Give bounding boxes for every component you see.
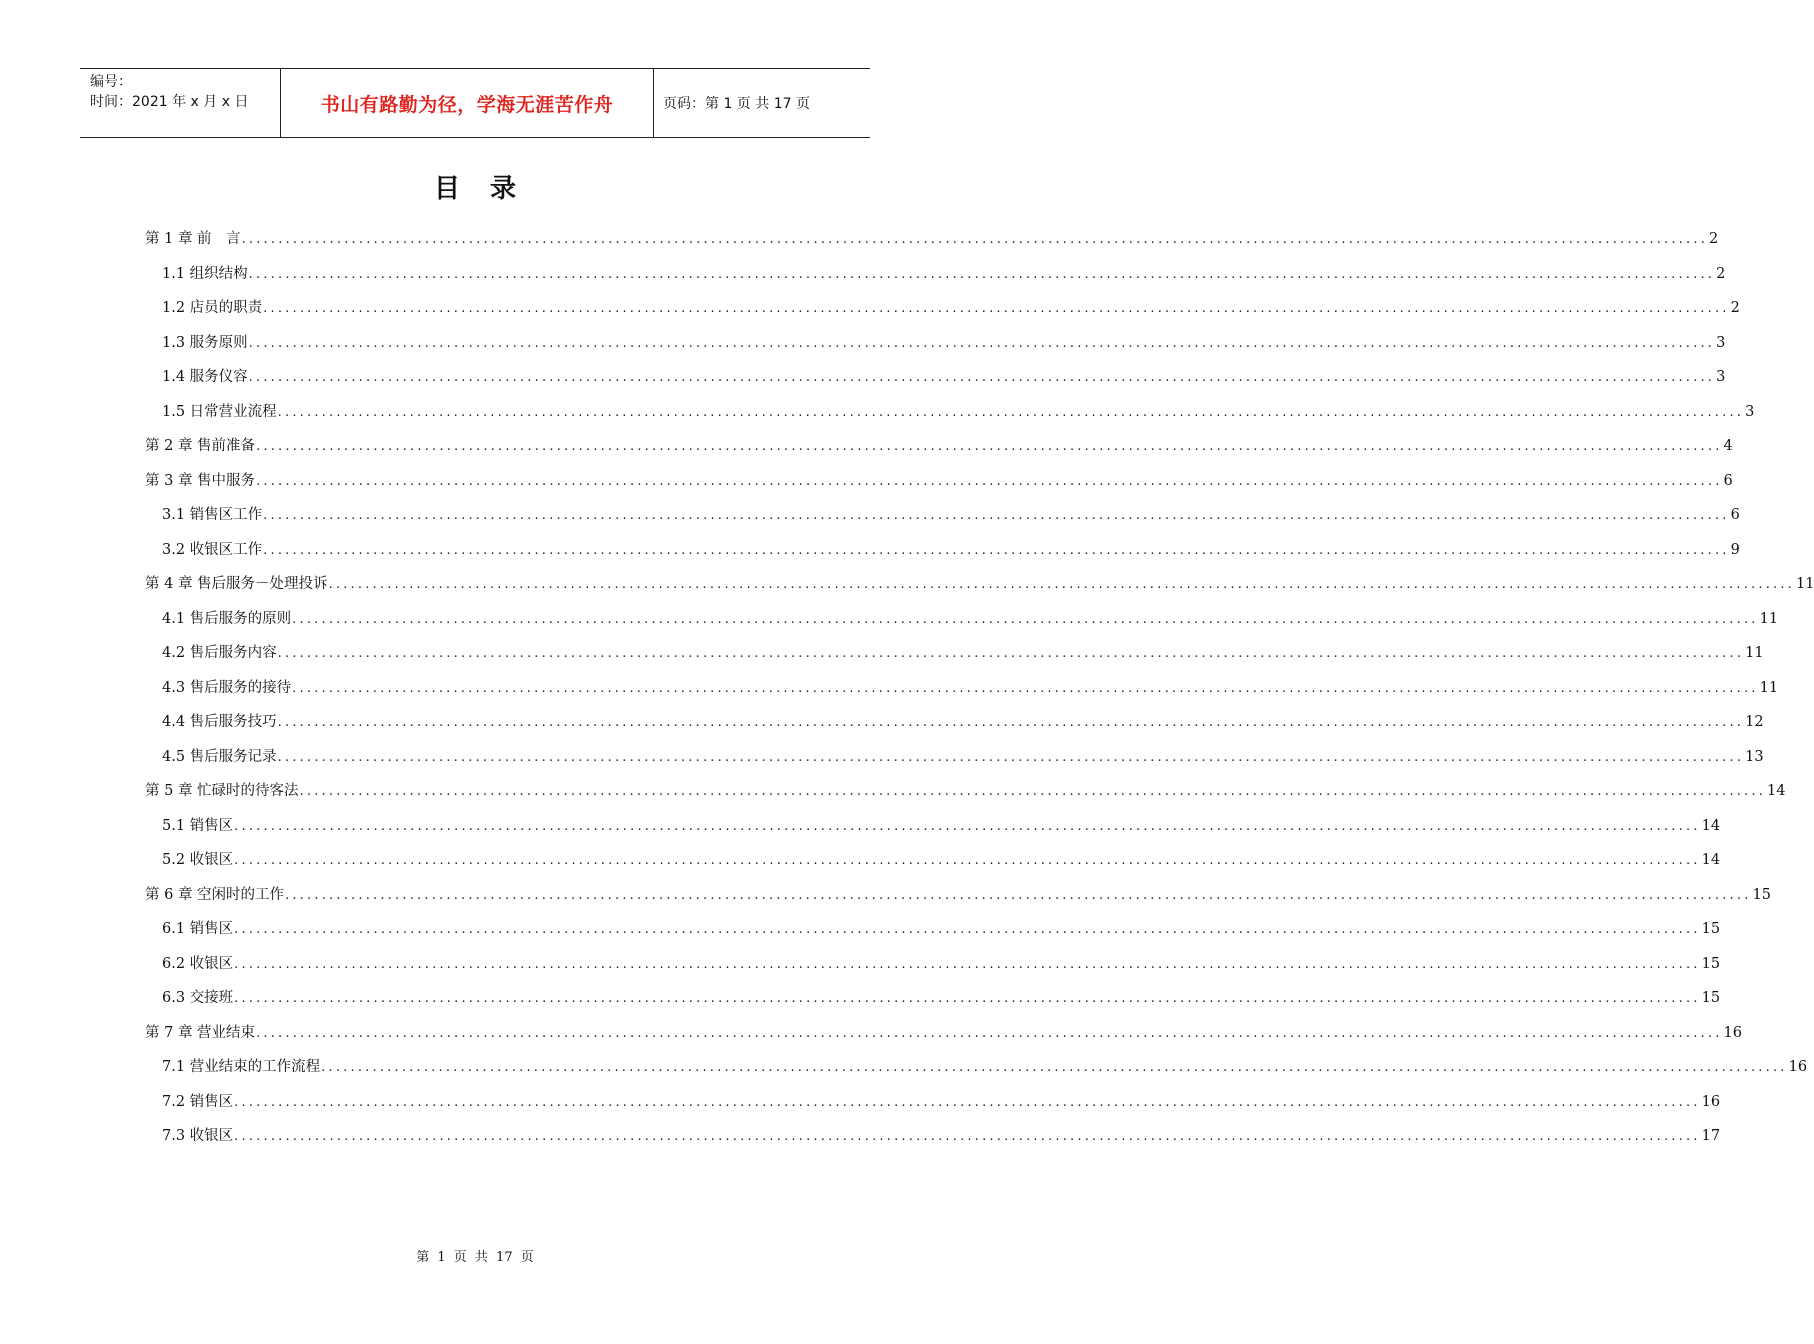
- toc-entry-page-number: 2: [1730, 300, 1740, 316]
- toc-entry-label: 1.2 店员的职责: [162, 300, 263, 316]
- toc-entry[interactable]: [145, 434, 1733, 458]
- toc-dot-leader: ........................................................................................................................................................................................................: [234, 853, 1701, 868]
- toc-entry[interactable]: [162, 676, 1779, 700]
- toc-entry-label: 第 1 章 前 言: [145, 231, 241, 247]
- toc-entry[interactable]: [145, 883, 1771, 907]
- toc-entry-page-number: 3: [1745, 403, 1755, 420]
- toc-entry-label: 3.1 销售区工作: [162, 507, 263, 523]
- toc-entry[interactable]: [162, 641, 1764, 665]
- toc-entry-label: 第 3 章 售中服务: [145, 472, 256, 489]
- toc-entry[interactable]: [162, 848, 1721, 872]
- toc-dot-leader: ........................................................................................................................................................................................................: [277, 749, 1745, 765]
- toc-entry-page-number: 3: [1716, 369, 1726, 385]
- toc-title: 目录: [433, 174, 546, 204]
- toc-entry-page-number: 15: [1701, 921, 1721, 937]
- toc-entry[interactable]: [162, 1055, 1808, 1079]
- toc-entry-label: 3.2 收银区工作: [162, 541, 263, 558]
- toc-dot-leader: ........................................................................................................................................................................................................: [248, 370, 1716, 385]
- toc-entry[interactable]: [145, 1021, 1742, 1045]
- toc-entry-page-number: 13: [1745, 748, 1764, 765]
- toc-dot-leader: ........................................................................................................................................................................................................: [234, 1129, 1701, 1144]
- toc-dot-leader: ........................................................................................................................................................................................................: [234, 991, 1701, 1006]
- page-header: [80, 68, 870, 138]
- toc-dot-leader: ........................................................................................................................................................................................................: [263, 542, 1730, 558]
- document-number-label: 编号：: [90, 74, 132, 90]
- toc-entry[interactable]: [162, 952, 1721, 976]
- toc-entry-page-number: 2: [1716, 265, 1726, 282]
- toc-entry[interactable]: [162, 917, 1721, 941]
- toc-entry[interactable]: [145, 572, 1814, 596]
- toc-entry[interactable]: [162, 814, 1721, 838]
- toc-entry[interactable]: [162, 503, 1740, 527]
- toc-entry-label: 4.3 售后服务的接待: [162, 679, 292, 696]
- toc-entry[interactable]: [145, 469, 1733, 493]
- toc-entry-label: 1.1 组织结构: [162, 265, 248, 282]
- toc-entry-page-number: 4: [1723, 438, 1733, 454]
- toc-entry[interactable]: [162, 331, 1726, 355]
- toc-dot-leader: ........................................................................................................................................................................................................: [263, 508, 1730, 523]
- header-meta: [80, 69, 281, 137]
- toc-entry-page-number: 14: [1701, 817, 1721, 834]
- toc-entry-page-number: 11: [1759, 610, 1779, 627]
- toc-dot-leader: ........................................................................................................................................................................................................: [256, 473, 1723, 489]
- toc-entry-page-number: 12: [1745, 714, 1764, 730]
- toc-dot-leader: ........................................................................................................................................................................................................: [299, 784, 1767, 799]
- toc-entry-label: 6.3 交接班: [162, 990, 234, 1006]
- toc-dot-leader: ........................................................................................................................................................................................................: [263, 301, 1730, 316]
- toc-entry-label: 7.1 营业结束的工作流程: [162, 1059, 321, 1075]
- toc-entry-page-number: 15: [1752, 886, 1771, 903]
- toc-dot-leader: ........................................................................................................................................................................................................: [277, 646, 1745, 661]
- toc-dot-leader: ........................................................................................................................................................................................................: [248, 266, 1716, 282]
- toc-dot-leader: ........................................................................................................................................................................................................: [277, 715, 1745, 730]
- header-page-info: 页码：第 1 页 共 17 页: [663, 96, 810, 112]
- toc-entry-page-number: 14: [1767, 783, 1786, 799]
- toc-dot-leader: ........................................................................................................................................................................................................: [241, 232, 1709, 247]
- toc-dot-leader: ........................................................................................................................................................................................................: [248, 335, 1716, 351]
- toc-dot-leader: ........................................................................................................................................................................................................: [234, 956, 1701, 972]
- toc-entry[interactable]: [145, 227, 1719, 251]
- toc-entry-page-number: 6: [1730, 507, 1740, 523]
- toc-entry[interactable]: [162, 607, 1779, 631]
- toc-entry[interactable]: [162, 710, 1764, 734]
- toc-entry-label: 第 2 章 售前准备: [145, 438, 256, 454]
- toc-dot-leader: ........................................................................................................................................................................................................: [328, 577, 1796, 592]
- toc-entry-label: 第 4 章 售后服务－处理投诉: [145, 576, 328, 592]
- toc-entry-page-number: 16: [1788, 1059, 1808, 1075]
- toc-entry-page-number: 6: [1723, 472, 1733, 489]
- toc-dot-leader: ........................................................................................................................................................................................................: [256, 439, 1723, 454]
- toc-entry-page-number: 16: [1701, 1093, 1721, 1110]
- toc-entry-label: 4.4 售后服务技巧: [162, 714, 277, 730]
- toc-entry[interactable]: [162, 745, 1764, 769]
- toc-entry-label: 5.2 收银区: [162, 852, 234, 868]
- toc-entry[interactable]: [162, 1124, 1721, 1148]
- toc-entry-label: 第 5 章 忙碌时的待客法: [145, 783, 299, 799]
- toc-dot-leader: ........................................................................................................................................................................................................: [292, 680, 1759, 696]
- toc-entry-label: 4.5 售后服务记录: [162, 748, 277, 765]
- toc-dot-leader: ........................................................................................................................................................................................................: [321, 1060, 1788, 1075]
- toc-entry-page-number: 11: [1745, 645, 1764, 661]
- toc-dot-leader: ........................................................................................................................................................................................................: [285, 887, 1752, 903]
- toc-entry[interactable]: [145, 779, 1786, 803]
- toc-entry-page-number: 17: [1701, 1128, 1721, 1144]
- toc-dot-leader: ........................................................................................................................................................................................................: [234, 922, 1701, 937]
- toc-entry-label: 6.1 销售区: [162, 921, 234, 937]
- toc-dot-leader: ........................................................................................................................................................................................................: [234, 1094, 1701, 1110]
- toc-entry-page-number: 16: [1723, 1024, 1742, 1041]
- toc-entry-label: 7.3 收银区: [162, 1128, 234, 1144]
- toc-entry-label: 第 7 章 营业结束: [145, 1024, 256, 1041]
- toc-entry-page-number: 9: [1730, 541, 1740, 558]
- toc-entry[interactable]: [162, 296, 1740, 320]
- toc-entry-page-number: 3: [1716, 334, 1726, 351]
- toc-entry-label: 7.2 销售区: [162, 1093, 234, 1110]
- toc-entry-page-number: 11: [1759, 679, 1779, 696]
- page-footer: 第 1 页 共 17 页: [416, 1250, 534, 1265]
- toc-entry-label: 第 6 章 空闲时的工作: [145, 886, 285, 903]
- document-time-label: 时间：2021 年 x 月 x 日: [90, 94, 249, 110]
- toc-entry-label: 1.3 服务原则: [162, 334, 248, 351]
- toc-entry[interactable]: [162, 365, 1726, 389]
- toc-entry-label: 4.1 售后服务的原则: [162, 610, 292, 627]
- toc-entry-label: 5.1 销售区: [162, 817, 234, 834]
- toc-entry-page-number: 15: [1701, 955, 1721, 972]
- toc-dot-leader: ........................................................................................................................................................................................................: [292, 611, 1759, 627]
- toc-entry-label: 6.2 收银区: [162, 955, 234, 972]
- toc-entry[interactable]: [162, 262, 1726, 286]
- toc-entry[interactable]: [162, 986, 1721, 1010]
- toc-entry[interactable]: [162, 538, 1740, 562]
- toc-entry-page-number: 15: [1701, 990, 1721, 1006]
- toc-entry-page-number: 2: [1709, 231, 1719, 247]
- toc-entry[interactable]: [162, 400, 1755, 424]
- toc-entry-page-number: 11: [1796, 576, 1814, 592]
- toc-entry-label: 1.4 服务仪容: [162, 369, 248, 385]
- toc-entry-label: 4.2 售后服务内容: [162, 645, 277, 661]
- toc-entry-page-number: 14: [1701, 852, 1721, 868]
- toc-dot-leader: ........................................................................................................................................................................................................: [256, 1025, 1723, 1041]
- toc-entry-label: 1.5 日常营业流程: [162, 403, 277, 420]
- header-motto: 书山有路勤为径，学海无涯苦作舟: [281, 69, 654, 137]
- toc-dot-leader: ........................................................................................................................................................................................................: [277, 404, 1745, 420]
- toc-entry[interactable]: [162, 1090, 1721, 1114]
- toc-dot-leader: ........................................................................................................................................................................................................: [234, 818, 1701, 834]
